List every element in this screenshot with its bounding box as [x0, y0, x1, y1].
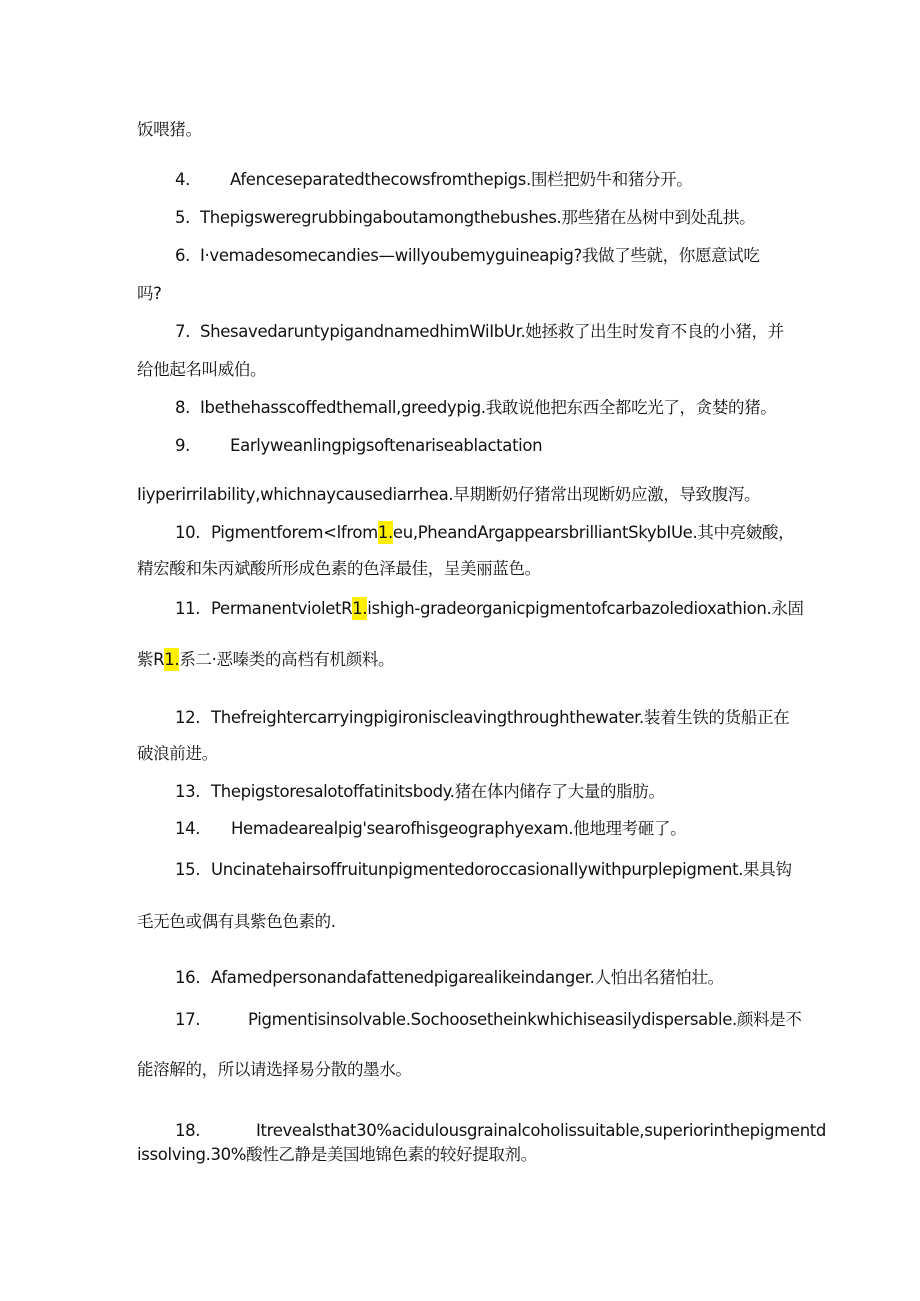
list-item [175, 206, 755, 230]
list-item [175, 966, 724, 990]
text-line [137, 483, 760, 507]
line-text-before: 紫R [137, 650, 165, 669]
list-item [175, 597, 804, 621]
list-item [175, 320, 784, 344]
item-text: UncinatehairsoffruitunpigmentedoroccasionaIIywithpurplepigment.果具钩 [211, 860, 792, 879]
text-line [137, 648, 394, 672]
item-text-after: eu,PheandArgappearsbrilliantSkybIUe.其中亮皴酸， [392, 523, 795, 542]
text-line [137, 358, 266, 382]
item-text: Hemadearealpig'searofhisgeographyexam.他地理考砸了。 [231, 819, 687, 838]
list-item [175, 706, 789, 730]
list-item [175, 817, 686, 841]
line-text: 饭喂猪。 [137, 120, 202, 139]
list-item [175, 858, 792, 882]
item-number: 13. [175, 782, 201, 801]
item-text: Afenceseparatedthecowsfromthepigs.围栏把奶牛和猪分开。 [230, 170, 693, 189]
item-number: 14. [175, 819, 201, 838]
item-text-after: ishigh-gradeorganicpigmentofcarbazoledioxathion.永固 [367, 599, 804, 618]
line-text: 破浪前进。 [137, 744, 218, 763]
line-text: 能溶解的，所以请选择易分散的墨水。 [137, 1060, 412, 1079]
line-text: issolving.30%酸性乙静是美国地锦色素的较好提取剂。 [137, 1145, 537, 1164]
item-text: Pigmentisinsolvable.Sochoosetheinkwhichiseasilydispersable.颜料是不 [248, 1010, 802, 1029]
line-text-after: 系二·恶嗪类的高档有机颜料。 [179, 650, 395, 669]
line-text: 毛无色或偶有具紫色色素的. [137, 912, 336, 931]
item-number: 17. [175, 1010, 201, 1029]
text-line [137, 910, 336, 934]
item-text: Itrevealsthat30%acidulousgrainalcoholissuitable,superiorinthepigmentd [256, 1121, 827, 1140]
item-text: Thepigstoresalotoffatinitsbody.猪在体内储存了大量的脂肪。 [211, 782, 665, 801]
line-text: 精宏酸和朱丙斌酸所形成色素的色泽最佳，呈美丽蓝色。 [137, 559, 541, 578]
text-line [137, 742, 218, 766]
item-text: Afamedpersonandafattenedpigarealikeindanger.人怕出名猪怕壮。 [211, 968, 724, 987]
list-item [175, 168, 692, 192]
item-number: 4. [175, 170, 191, 189]
list-item [175, 1008, 802, 1032]
item-number: 16. [175, 968, 201, 987]
text-line [137, 118, 202, 142]
list-item [175, 396, 776, 420]
line-text: 给他起名叫威伯。 [137, 360, 267, 379]
item-number: 12. [175, 708, 201, 727]
list-item [175, 521, 794, 545]
item-text: Thepigsweregrubbingaboutamongthebushes.那些猪在丛树中到处乱拱。 [200, 208, 756, 227]
text-line [137, 1058, 412, 1082]
item-text-before: PermanentvioletR [211, 599, 353, 618]
item-text: Earlyweanlingpigsoftenariseablactation [230, 436, 543, 455]
list-item [175, 244, 760, 268]
list-item [175, 1119, 826, 1143]
item-number: 18. [175, 1121, 201, 1140]
item-number: 15. [175, 860, 201, 879]
item-text: Ibethehasscoffedthemall,greedypig.我敢说他把东西全都吃光了，贪婪的猪。 [200, 398, 777, 417]
text-line [137, 282, 162, 306]
list-item [175, 780, 665, 804]
line-text: IiyperirriIability,whichnaycausediarrhea.早期断奶仔猪常出现断奶应激，导致腹泻。 [137, 485, 761, 504]
item-number: 8. [175, 398, 191, 417]
item-number: 10. [175, 523, 201, 542]
highlighted-text: 1. [164, 650, 180, 669]
item-number: 5. [175, 208, 191, 227]
item-text-before: Pigmentforem<lfrom [211, 523, 378, 542]
text-line [137, 557, 541, 581]
highlighted-text: 1. [352, 599, 368, 618]
item-text: Thefreightercarryingpigironiscleavingthroughthewater.装着生铁的货船正在 [211, 708, 790, 727]
item-number: 7. [175, 322, 191, 341]
item-number: 11. [175, 599, 201, 618]
item-text: I·vemadesomecandies—willyoubemyguineapig?我做了些就，你愿意试吃 [200, 246, 760, 265]
item-number: 6. [175, 246, 191, 265]
highlighted-text: 1. [377, 523, 393, 542]
line-text: 吗? [137, 284, 162, 303]
item-text: ShesavedaruntypigandnamedhimWiIbUr.她拯救了出生时发育不良的小猪，并 [200, 322, 784, 341]
item-number: 9. [175, 436, 191, 455]
list-item [175, 434, 542, 458]
text-line [137, 1143, 537, 1167]
